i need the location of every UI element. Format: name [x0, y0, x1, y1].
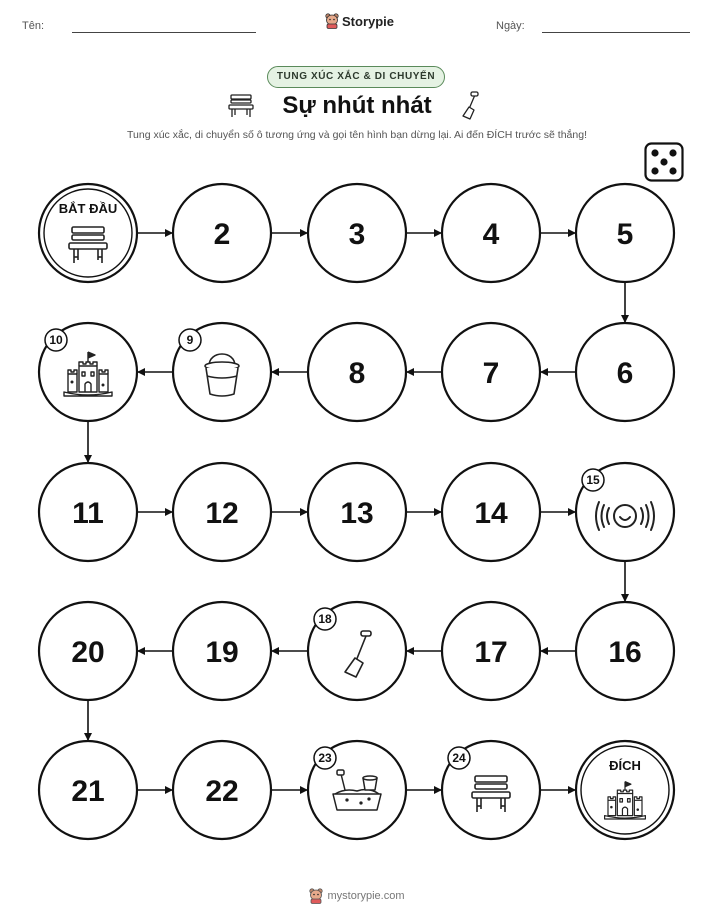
- board-cell-6[interactable]: [576, 323, 674, 421]
- board-cell-10[interactable]: [39, 323, 137, 421]
- cell-number: 17: [474, 636, 508, 669]
- cell-number: 2: [213, 218, 231, 251]
- cell-number: 3: [348, 218, 366, 251]
- bear-icon: [309, 888, 323, 904]
- footer: [0, 888, 714, 904]
- board-cell-9[interactable]: [173, 323, 271, 421]
- cell-number: 7: [482, 357, 500, 390]
- board-cell-11[interactable]: [39, 463, 137, 561]
- cell-number: 22: [205, 775, 239, 808]
- cell-number: 20: [71, 636, 105, 669]
- name-label: Tên:: [22, 20, 45, 32]
- start-label: BẮT ĐẦU: [58, 201, 118, 216]
- board-cell-21[interactable]: [39, 741, 137, 839]
- instructions: Tung xúc xắc, di chuyển số ô tương ứng và gọi tên hình bạn dừng lại. Ai đến ĐÍCH trước sẽ thắng!: [126, 129, 587, 141]
- board-cell-1[interactable]: [39, 184, 137, 282]
- board-cell-4[interactable]: [442, 184, 540, 282]
- board-cell-7[interactable]: [442, 323, 540, 421]
- board-cell-18[interactable]: [308, 602, 406, 700]
- footer-url: mystorypie.com: [327, 890, 405, 902]
- cell-number: 12: [205, 497, 239, 530]
- board-cell-16[interactable]: [576, 602, 674, 700]
- activity-tag: TUNG XÚC XẮC & DI CHUYỂN: [267, 66, 445, 88]
- cell-number: 24: [452, 751, 466, 765]
- cell-number: 16: [608, 636, 642, 669]
- cell-number: 11: [72, 497, 104, 530]
- board-cell-5[interactable]: [576, 184, 674, 282]
- cell-number: 13: [340, 497, 374, 530]
- board-cell-2[interactable]: [173, 184, 271, 282]
- board-cells: [39, 184, 674, 839]
- board-cell-22[interactable]: [173, 741, 271, 839]
- cell-number: 19: [205, 636, 239, 669]
- page-title: Sự nhút nhát: [282, 92, 432, 119]
- board-cell-12[interactable]: [173, 463, 271, 561]
- board-cell-23[interactable]: [308, 741, 406, 839]
- cell-number: 8: [348, 357, 366, 390]
- board-cell-25[interactable]: [576, 741, 674, 839]
- board-cell-24[interactable]: [442, 741, 540, 839]
- finish-label: ĐÍCH: [609, 758, 641, 773]
- date-label: Ngày:: [496, 20, 525, 32]
- cell-number: 5: [616, 218, 634, 251]
- cell-number: 6: [616, 357, 634, 390]
- cell-number: 23: [318, 751, 332, 765]
- board-cell-19[interactable]: [173, 602, 271, 700]
- board-cell-14[interactable]: [442, 463, 540, 561]
- board-cell-3[interactable]: [308, 184, 406, 282]
- board-cell-13[interactable]: [308, 463, 406, 561]
- cell-number: 21: [71, 775, 105, 808]
- cell-number: 18: [318, 612, 332, 626]
- cell-number: 14: [474, 497, 508, 530]
- cell-number: 15: [586, 473, 600, 487]
- cell-number: 10: [49, 333, 63, 347]
- cell-number: 9: [186, 333, 194, 347]
- board-cell-8[interactable]: [308, 323, 406, 421]
- board-cell-17[interactable]: [442, 602, 540, 700]
- brand-name: Storypie: [342, 13, 395, 29]
- board-cell-20[interactable]: [39, 602, 137, 700]
- cell-number: 4: [482, 218, 500, 251]
- board-cell-15[interactable]: [576, 463, 674, 561]
